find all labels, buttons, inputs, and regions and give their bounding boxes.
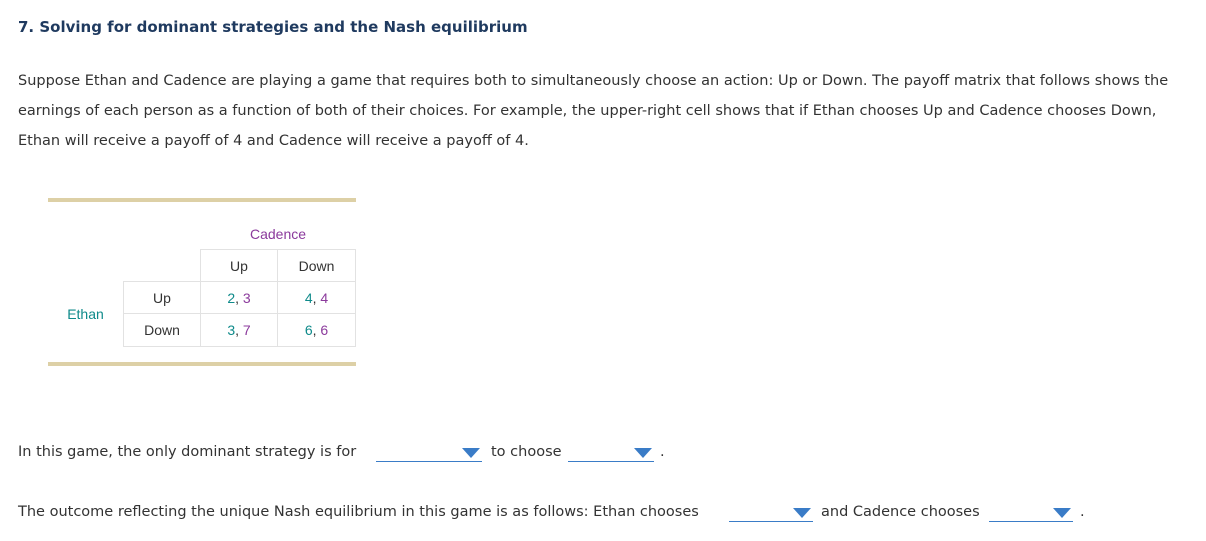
cadence-payoff: 3	[242, 289, 251, 306]
matrix-bottom-rule	[48, 362, 356, 366]
cadence-payoff: 7	[242, 322, 251, 338]
dominant-action-dropdown[interactable]	[568, 442, 654, 462]
question2-end: .	[1080, 504, 1085, 520]
ethan-payoff: 6	[304, 322, 313, 338]
col-header-up: Up	[200, 249, 278, 282]
chevron-down-icon	[462, 448, 480, 458]
question2-text-part1: The outcome reflecting the unique Nash equilibrium in this game is as follows: Ethan chooses	[18, 504, 699, 520]
payoff-separator: ,	[235, 322, 243, 338]
ethan-payoff: 2	[227, 289, 236, 306]
column-player-label: Cadence	[249, 226, 307, 242]
question1-text-part1: In this game, the only dominant strategy is for	[18, 444, 357, 460]
payoff-separator: ,	[312, 322, 321, 338]
chevron-down-icon	[793, 508, 811, 518]
cadence-payoff: 6	[320, 322, 329, 338]
question2-text-part2: and Cadence chooses	[821, 504, 980, 520]
intro-paragraph: Suppose Ethan and Cadence are playing a game that requires both to simultaneously choose an action: Up or Down. The payoff matrix that follows shows the earnings of each person as a function of both of their choices. For example, the upper-right cell shows that if Ethan chooses Up and Cadence chooses Down, Ethan will receive a payoff of 4 and Cadence will receive a payoff of 4.	[18, 73, 1169, 149]
dominant-player-dropdown[interactable]	[376, 442, 482, 462]
payoff-cell-up-up	[200, 281, 278, 314]
question1-end: .	[660, 444, 665, 460]
question1-text-part2: to choose	[491, 444, 562, 460]
ethan-choice-dropdown[interactable]	[729, 502, 813, 522]
payoff-cell-up-down	[277, 281, 356, 314]
chevron-down-icon	[634, 448, 652, 458]
payoff-separator: ,	[235, 289, 243, 306]
matrix-top-rule	[48, 198, 356, 202]
cadence-choice-dropdown[interactable]	[989, 502, 1073, 522]
ethan-payoff: 3	[227, 322, 236, 338]
payoff-separator: ,	[312, 289, 321, 306]
payoff-cell-down-down	[277, 313, 356, 347]
payoff-cell-down-up	[200, 313, 278, 347]
cadence-payoff: 4	[320, 289, 329, 306]
row-header-down: Down	[123, 313, 201, 347]
chevron-down-icon	[1053, 508, 1071, 518]
row-header-up: Up	[123, 281, 201, 314]
question-heading: 7. Solving for dominant strategies and the Nash equilibrium	[18, 18, 528, 36]
ethan-payoff: 4	[304, 289, 313, 306]
row-player-label: Ethan	[67, 306, 104, 322]
col-header-down: Down	[277, 249, 356, 282]
